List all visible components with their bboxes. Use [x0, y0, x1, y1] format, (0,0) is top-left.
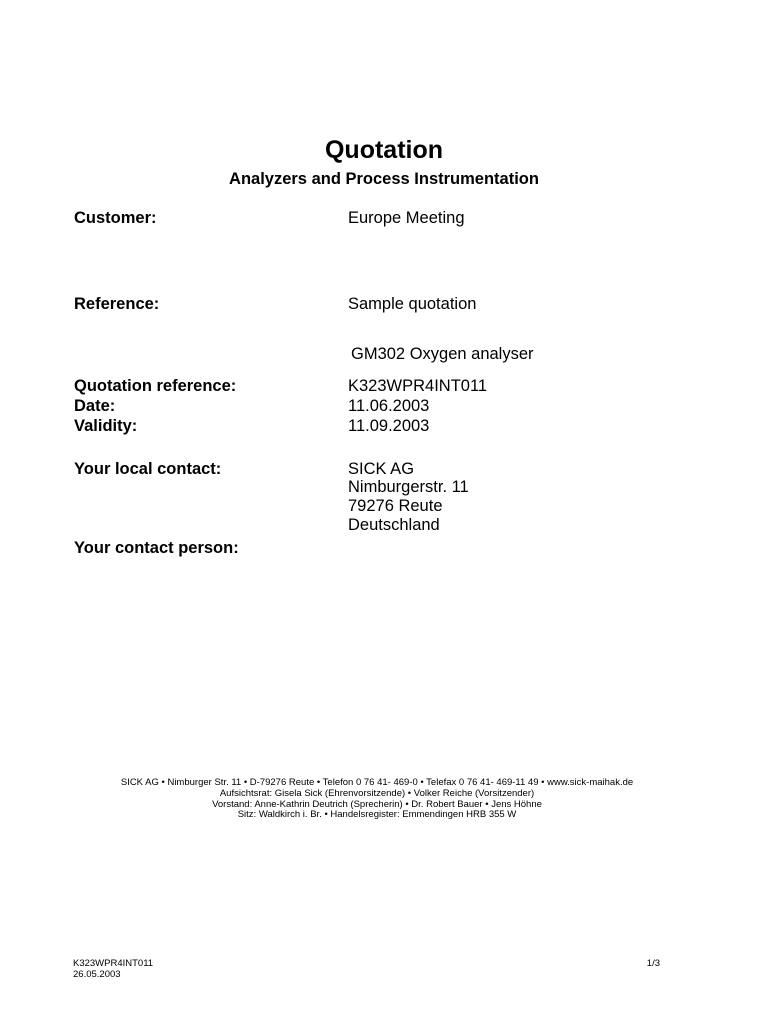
page-number: 1/3 — [646, 958, 660, 969]
company-footer-line: Vorstand: Anne-Kathrin Deutrich (Sprecherin) • Dr. Robert Bauer • Jens Höhne — [212, 798, 542, 810]
product-name: GM302 Oxygen analyser — [351, 345, 534, 363]
company-footer-line: Sitz: Waldkirch i. Br. • Handelsregister: Emmendingen HRB 355 W — [237, 809, 517, 821]
reference-value: Sample quotation — [348, 295, 477, 313]
local-contact-label: Your local contact: — [74, 460, 222, 478]
footer-doc-id: K323WPR4INT011 — [73, 958, 154, 969]
local-contact-line-3: 79276 Reute — [348, 497, 443, 515]
reference-label: Reference: — [74, 295, 160, 313]
validity-label: Validity: — [74, 417, 138, 435]
quotation-reference-label: Quotation reference: — [74, 377, 237, 395]
company-footer — [0, 778, 754, 821]
document-subtitle: Analyzers and Process Instrumentation — [229, 170, 539, 188]
quotation-reference-value: K323WPR4INT011 — [348, 377, 488, 395]
local-contact-line-2: Nimburgerstr. 11 — [348, 478, 469, 496]
contact-person-label: Your contact person: — [74, 539, 239, 557]
customer-label: Customer: — [74, 209, 157, 227]
validity-value: 11.09.2003 — [348, 417, 430, 435]
date-label: Date: — [74, 397, 116, 415]
customer-value: Europe Meeting — [348, 209, 465, 227]
company-footer-line: SICK AG • Nimburger Str. 11 • D-79276 Reute • Telefon 0 76 41- 469-0 • Telefax 0 76 41- 469-11 49 • www.sick-maihak.de — [120, 777, 634, 788]
date-value: 11.06.2003 — [348, 397, 430, 415]
local-contact-line-1: SICK AG — [348, 460, 415, 478]
footer-doc-date: 26.05.2003 — [73, 969, 121, 980]
company-footer-line: Aufsichtsrat: Gisela Sick (Ehrenvorsitzende) • Volker Reiche (Vorsitzender) — [219, 787, 535, 799]
local-contact-line-4: Deutschland — [348, 516, 440, 534]
page-footer-left — [73, 958, 153, 980]
document-title: Quotation — [324, 136, 444, 164]
